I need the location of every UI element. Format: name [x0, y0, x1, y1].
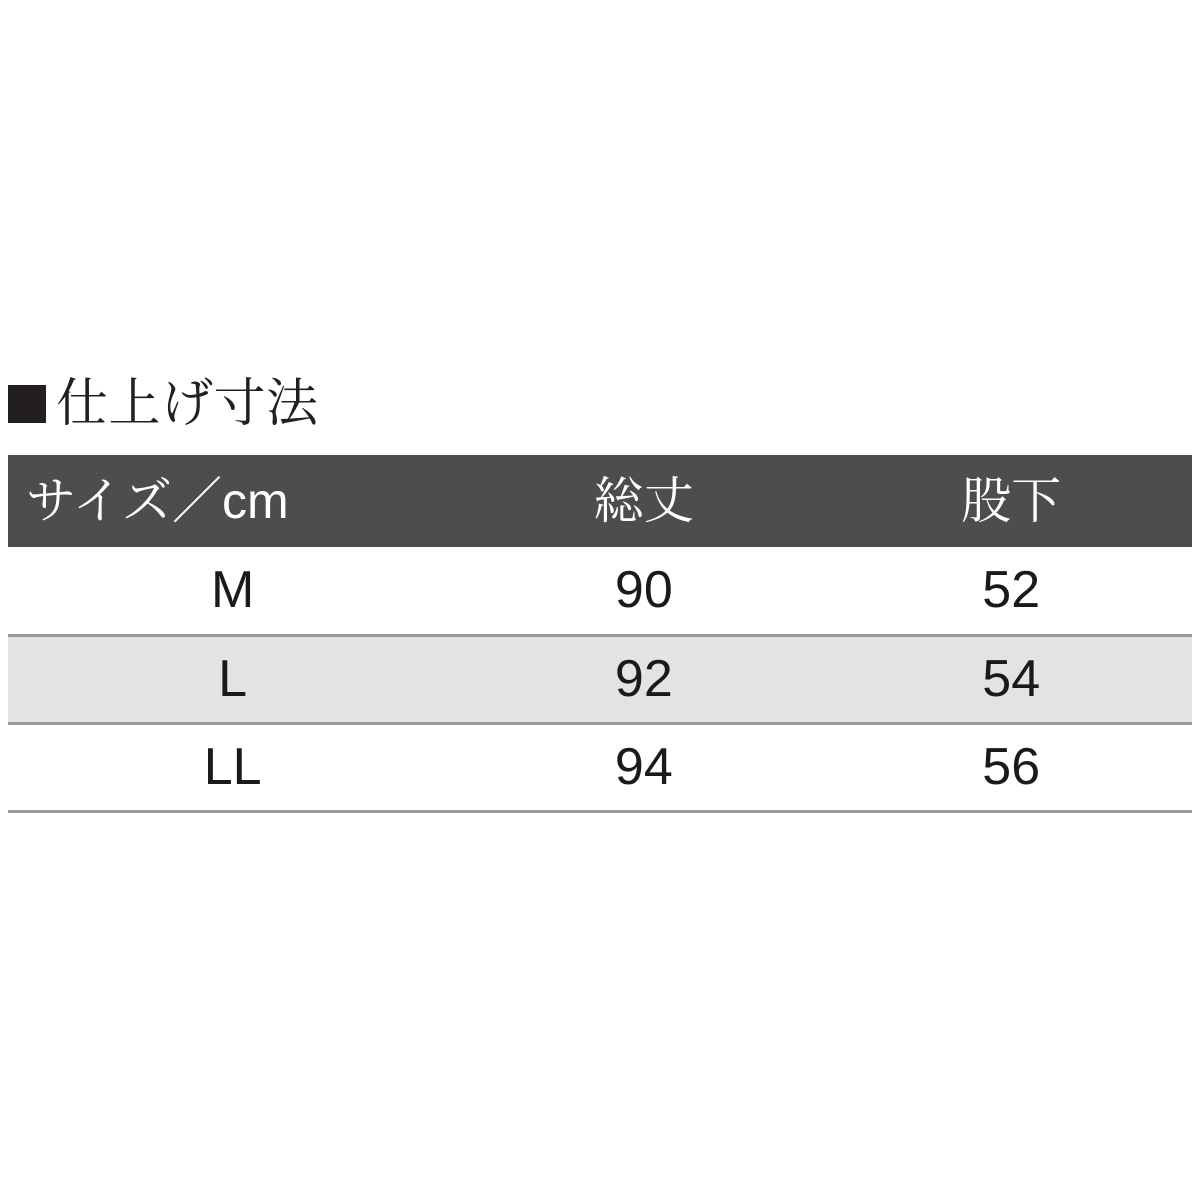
table-row — [8, 635, 1192, 723]
section-heading-label: 仕上げ寸法 — [56, 375, 319, 433]
table-row — [8, 723, 1192, 811]
cell-total-length: 94 — [457, 723, 830, 811]
cell-size: M — [8, 547, 457, 635]
cell-inseam: 52 — [830, 547, 1192, 635]
column-header-size: サイズ／cm — [8, 455, 457, 547]
cell-total-length: 92 — [457, 635, 830, 723]
table-body — [8, 547, 1192, 811]
cell-inseam: 54 — [830, 635, 1192, 723]
black-square-bullet-icon — [8, 385, 46, 423]
cell-inseam: 56 — [830, 723, 1192, 811]
section-heading — [8, 375, 319, 433]
table-header-row — [8, 455, 1192, 547]
cell-size: LL — [8, 723, 457, 811]
column-header-inseam: 股下 — [830, 455, 1192, 547]
finished-measurements-table — [8, 455, 1192, 813]
cell-size: L — [8, 635, 457, 723]
table-row — [8, 547, 1192, 635]
table-header — [8, 455, 1192, 547]
column-header-total-length: 総丈 — [457, 455, 830, 547]
cell-total-length: 90 — [457, 547, 830, 635]
